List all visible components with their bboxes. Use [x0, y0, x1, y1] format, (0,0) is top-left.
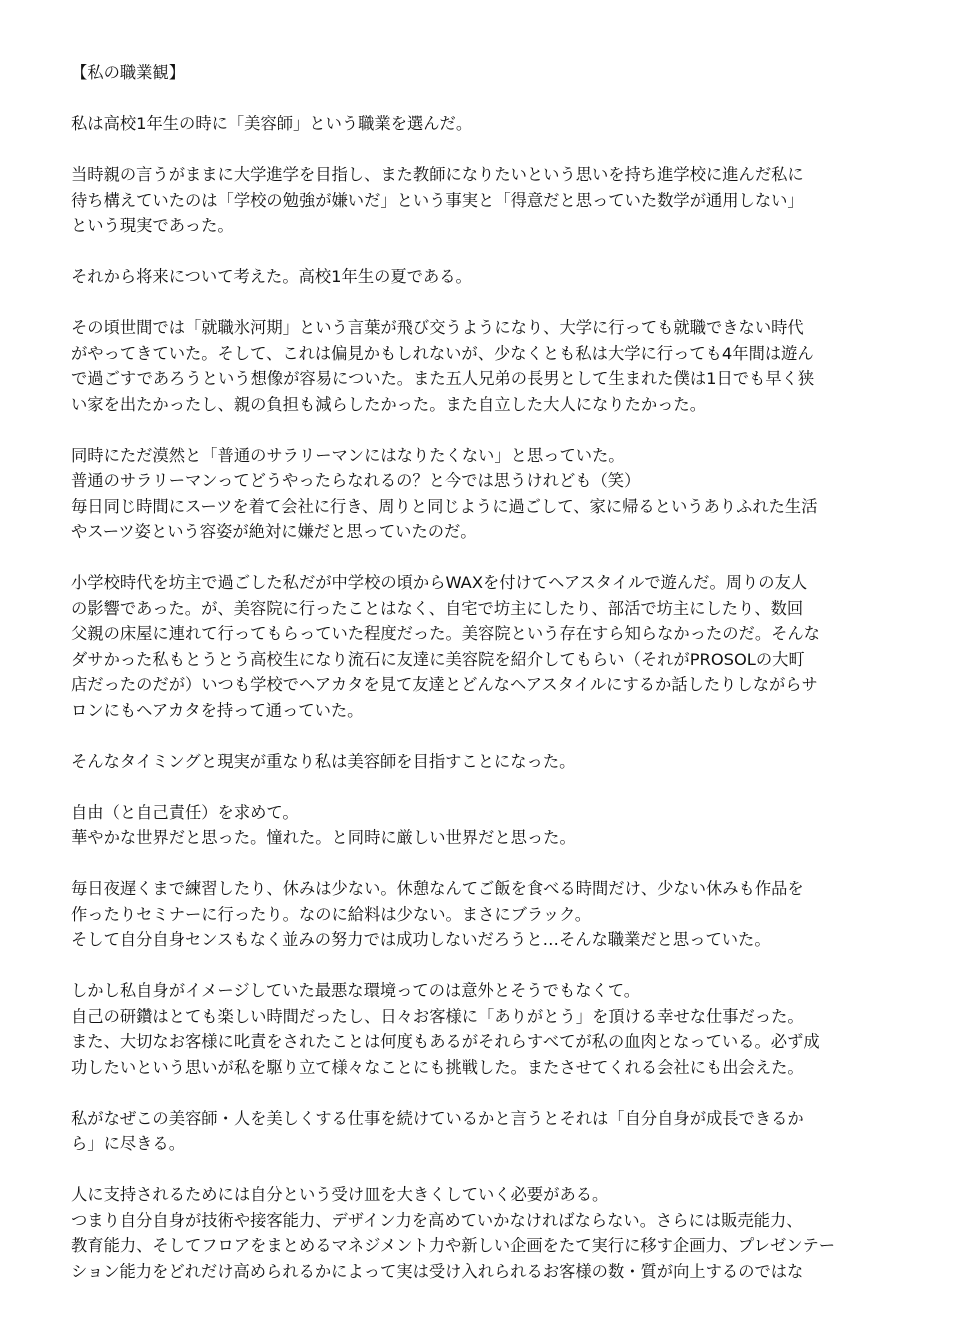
paragraph-line: 普通のサラリーマンってどうやったらなれるの？と今では思うけれども（笑）: [71, 471, 641, 490]
paragraph-line: 教育能力、そしてフロアをまとめるマネジメント力や新しい企画をたて実行に移す企画力、プレゼンテー: [71, 1236, 836, 1255]
paragraph-line: ロンにもヘアカタを持って通っていた。: [71, 700, 364, 720]
paragraph-line: 父親の床屋に連れて行ってもらっていた程度だった。美容院という存在すら知らなかったのだ。そんな: [71, 624, 820, 643]
paragraph-line: 功したいという思いが私を駆り立て様々なことにも挑戦した。またさせてくれる会社にも出会えた。: [71, 1057, 804, 1077]
paragraph: [71, 111, 887, 137]
paragraph-line: 私は高校1年生の時に「美容師」という職業を選んだ。: [71, 114, 473, 133]
paragraph-line: で過ごすであろうという想像が容易についた。また五人兄弟の長男として生まれた僕は1日でも早く狭: [71, 369, 815, 388]
paragraph-line: という現実であった。: [71, 216, 234, 235]
paragraph-line: 人に支持されるためには自分という受け皿を大きくしていく必要がある。: [71, 1185, 609, 1204]
paragraph: [71, 1182, 887, 1284]
paragraph-line: その頃世間では「就職氷河期」という言葉が飛び交うようになり、大学に行っても就職できない時代: [71, 318, 804, 337]
paragraph-line: それから将来について考えた。高校1年生の夏である。: [71, 267, 472, 286]
paragraph-line: 同時にただ漠然と「普通のサラリーマンにはなりたくない」と思っていた。: [71, 445, 625, 465]
paragraph-line: ら」に尽きる。: [71, 1134, 185, 1153]
paragraph-line: ダサかった私もとうとう高校生になり流石に友達に美容院を紹介してもらい（それがPROSOLの大町: [71, 649, 805, 669]
paragraph-line: 待ち構えていたのは「学校の勉強が嫌いだ」という事実と「得意だと思っていた数学が通用しない」: [71, 190, 804, 210]
paragraph-line: ション能力をどれだけ高められるかによって実は受け入れられるお客様の数・質が向上するのではな: [71, 1261, 804, 1281]
paragraph: [71, 443, 887, 545]
paragraph-line: がやってきていた。そして、これは偏見かもしれないが、少なくとも私は大学に行っても4年間は遊ん: [71, 343, 814, 363]
document-body: [71, 60, 887, 1310]
paragraph-line: の影響であった。が、美容院に行ったことはなく、自宅で坊主にしたり、部活で坊主にしたり、数回: [71, 598, 804, 618]
paragraph-line: そして自分自身センスもなく並みの努力では成功しないだろうと…そんな職業だと思っていた。: [71, 930, 771, 949]
paragraph-line: 店だったのだが）いつも学校でヘアカタを見て友達とどんなヘアスタイルにするか話したりしながらサ: [71, 675, 818, 694]
paragraph-line: 自己の研鑽はとても楽しい時間だったし、日々お客様に「ありがとう」を頂ける幸せな仕事だった。: [71, 1006, 804, 1026]
paragraph-line: 華やかな世界だと思った。憧れた。と同時に厳しい世界だと思った。: [71, 828, 576, 847]
paragraph-line: やスーツ姿という容姿が絶対に嫌だと思っていたのだ。: [71, 522, 477, 541]
paragraph: [71, 978, 887, 1080]
paragraph-line: つまり自分自身が技術や接客能力、デザイン力を高めていかなければならない。さらには販売能力、: [71, 1210, 803, 1230]
paragraph: [71, 264, 887, 290]
paragraph: [71, 1106, 887, 1157]
paragraph-line: い家を出たかったし、親の負担も減らしたかった。また自立した大人になりたかった。: [71, 394, 706, 414]
paragraph: [71, 876, 887, 953]
paragraph-line: 毎日同じ時間にスーツを着て会社に行き、周りと同じように過ごして、家に帰るというありふれた生活: [71, 496, 818, 516]
paragraph-line: 毎日夜遅くまで練習したり、休みは少ない。休憩なんてご飯を食べる時間だけ、少ない休みも作品を: [71, 879, 804, 898]
document-title: 【私の職業観】: [71, 63, 185, 82]
paragraph-line: そんなタイミングと現実が重なり私は美容師を目指すことになった。: [71, 751, 576, 771]
paragraph: [71, 570, 887, 723]
paragraph-line: また、大切なお客様に叱責をされたことは何度もあるがそれらすべてが私の血肉となっている。必ず成: [71, 1032, 820, 1051]
paragraph-line: 小学校時代を坊主で過ごした私だが中学校の頃からWAXを付けてヘアスタイルで遊んだ。周りの友人: [71, 573, 808, 592]
paragraph-line: 私がなぜこの美容師・人を美しくする仕事を続けているかと言うとそれは「自分自身が成長できるか: [71, 1108, 804, 1128]
paragraph-line: 作ったりセミナーに行ったり。なのに給料は少ない。まさにブラック。: [71, 904, 592, 924]
paragraph: [71, 315, 887, 417]
paragraph-line: 自由（と自己責任）を求めて。: [71, 802, 299, 822]
paragraph: [71, 162, 887, 239]
paragraph-line: しかし私自身がイメージしていた最悪な環境ってのは意外とそうでもなくて。: [71, 981, 641, 1000]
paragraph: [71, 800, 887, 851]
paragraph: [71, 749, 887, 775]
paragraph-line: 当時親の言うがままに大学進学を目指し、また教師になりたいという思いを持ち進学校に進んだ私に: [71, 165, 804, 184]
